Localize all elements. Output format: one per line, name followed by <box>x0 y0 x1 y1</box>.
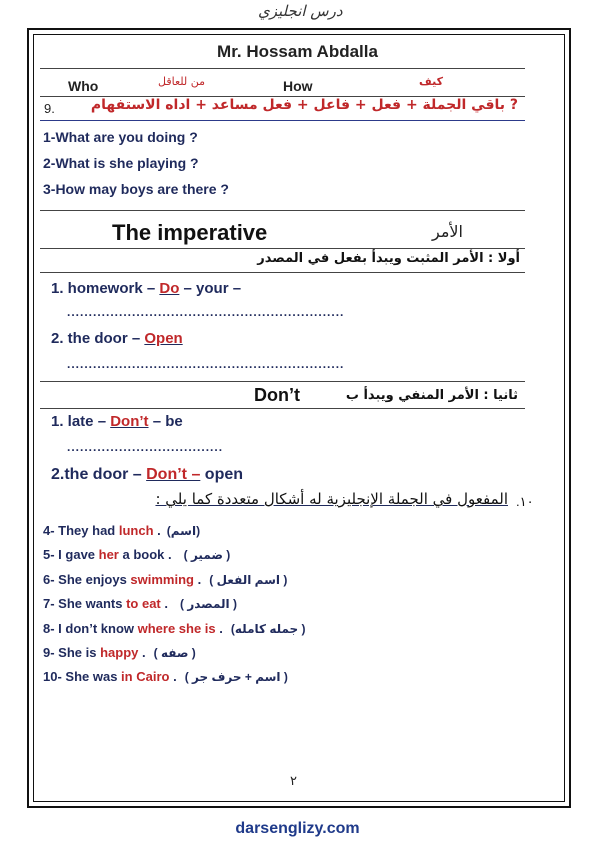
divider <box>40 381 525 382</box>
object-item-10: 10- She was in Cairo . ( اسم + حرف جر ) <box>43 669 288 684</box>
negative-item-1: 1. late – Don’t – be <box>51 413 183 430</box>
positive-item-2: 2. the door – Open <box>51 330 183 347</box>
divider <box>40 210 525 211</box>
who-arabic: من للعاقل <box>158 75 206 88</box>
site-footer[interactable]: darsenglizy.com <box>235 820 360 837</box>
answer: Don’t <box>110 413 149 430</box>
imperative-title-arabic: الأمر <box>432 222 463 241</box>
teacher-name: Mr. Hossam Abdalla <box>217 42 378 61</box>
divider <box>40 272 525 273</box>
answer-line: .................................... <box>67 440 224 454</box>
site-logo: درس انجليزي <box>258 2 343 20</box>
answer-line: ................................................................ <box>67 357 345 371</box>
object-heading: المفعول في الجملة الإنجليزية له أشكال متعددة كما يلي : <box>155 490 508 508</box>
question-3: 3-How may boys are there ? <box>43 181 229 197</box>
question-1: 1-What are you doing ? <box>43 129 198 145</box>
object-item-7: 7- She wants to eat . ( المصدر ) <box>43 596 237 611</box>
object-item-8: 8- I don’t know where she is . (جمله كامله ) <box>43 621 306 636</box>
positive-heading: أولا : الأمر المثبت ويبدأ بفعل في المصدر <box>257 251 520 266</box>
question-formula: ? باقي الجملة + فعل + فاعل + فعل مساعد + اداه الاستفهام <box>90 97 518 113</box>
how-arabic: كيف <box>419 75 443 88</box>
divider <box>40 68 525 69</box>
divider <box>40 248 525 249</box>
answer: Don’t – <box>146 466 201 483</box>
imperative-title: The imperative <box>112 220 268 245</box>
formula-number: 9. <box>44 101 55 116</box>
divider <box>40 408 525 409</box>
negative-heading-en: Don’t <box>254 385 300 405</box>
object-item-9: 9- She is happy . ( صفه ) <box>43 645 196 660</box>
answer-line: ................................................................ <box>67 305 345 319</box>
positive-item-1: 1. homework – Do – your – <box>51 280 242 297</box>
object-number: .١٠ <box>516 494 534 509</box>
object-item-6: 6- She enjoys swimming . ( اسم الفعل ) <box>43 572 288 587</box>
answer: Open <box>144 330 183 347</box>
page-number: ٢ <box>290 773 297 788</box>
how-label: How <box>283 78 313 94</box>
who-label: Who <box>68 78 99 94</box>
object-item-5: 5- I gave her a book . ( ضمير ) <box>43 547 231 562</box>
negative-heading: ثانيا : الأمر المنفي ويبدأ ب <box>345 388 518 403</box>
question-2: 2-What is she playing ? <box>43 155 199 171</box>
divider <box>40 120 525 121</box>
object-item-4: 4- They had lunch . (اسم) <box>43 523 201 538</box>
answer: Do <box>159 280 180 297</box>
negative-item-2: 2.the door – Don’t – open <box>51 466 244 483</box>
